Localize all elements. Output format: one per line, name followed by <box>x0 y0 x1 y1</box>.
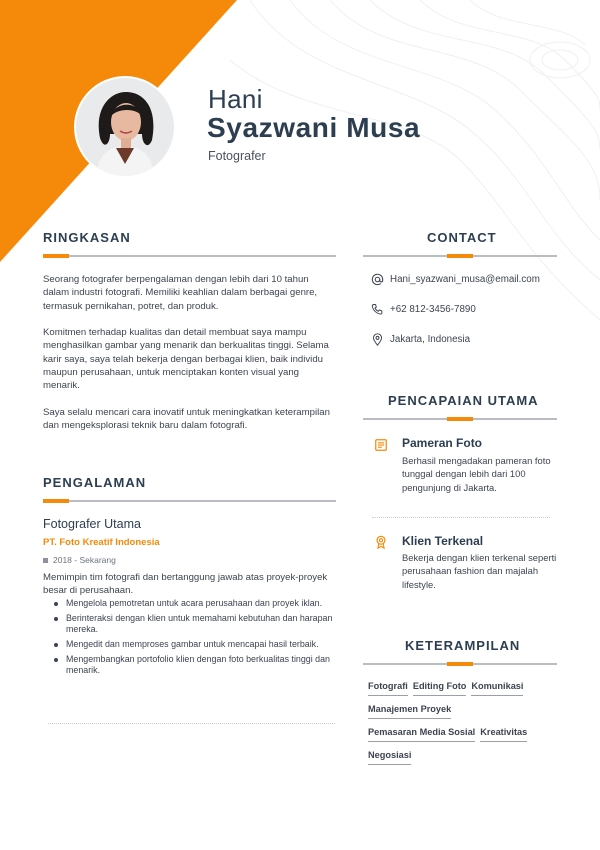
award-icon <box>374 535 388 549</box>
summary-paragraph-3: Saya selalu mencari cara inovatif untuk meningkatkan keterampilan dan mengeksplorasi teknik baru dalam fotografi. <box>43 407 330 432</box>
date-marker-icon <box>43 558 48 563</box>
summary-heading: RINGKASAN <box>43 230 131 245</box>
contact-accent-bar <box>447 254 473 258</box>
experience-bullets <box>53 598 338 680</box>
contact-phone-text: +62 812-3456-7890 <box>390 304 476 315</box>
experience-bullet: Mengembangkan portofolio klien dengan foto berkualitas tinggi dan menarik. <box>53 654 338 677</box>
experience-role: Fotografer Utama <box>43 517 141 531</box>
skill-tag: Kreativitas <box>480 726 527 742</box>
summary-divider <box>43 255 336 257</box>
summary-accent-bar <box>43 254 69 258</box>
contact-location <box>371 333 470 346</box>
avatar <box>76 78 174 176</box>
experience-divider <box>43 500 336 502</box>
experience-bullet: Mengedit dan memproses gambar untuk mencapai hasil terbaik. <box>53 639 338 650</box>
achievements-heading: PENCAPAIAN UTAMA <box>388 393 539 408</box>
at-icon <box>371 273 384 286</box>
experience-heading: PENGALAMAN <box>43 475 147 490</box>
exhibition-icon <box>374 438 388 452</box>
summary-paragraph-2: Komitmen terhadap kualitas dan detail membuat saya mampu menghasilkan gambar yang menarik dan berkualitas tinggi. Selama karir saya, saya telah bekerja dengan berbagai klien, baik individu maupun perusahaan, untuk menciptakan konten visual yang menarik. <box>43 327 329 392</box>
skills-heading: KETERAMPILAN <box>405 638 521 653</box>
contact-email <box>371 273 540 286</box>
experience-company: PT. Foto Kreatif Indonesia <box>43 537 160 548</box>
achievement-title: Pameran Foto <box>402 436 483 450</box>
contact-phone <box>371 303 476 316</box>
skill-tag: Editing Foto <box>413 680 467 696</box>
experience-accent-bar <box>43 499 69 503</box>
achievement-description: Berhasil mengadakan pameran foto tunggal dengan lebih dari 100 pengunjung di Jakarta. <box>402 455 551 493</box>
phone-icon <box>371 303 384 316</box>
first-name: Hani <box>208 84 263 114</box>
skill-tag: Komunikasi <box>471 680 523 696</box>
job-title: Fotografer <box>208 149 266 163</box>
skills-list <box>368 680 558 765</box>
achievements-dotted-divider <box>372 517 550 518</box>
experience-dotted-divider <box>48 723 335 724</box>
achievement-title: Klien Terkenal <box>402 534 484 548</box>
contact-email-text: Hani_syazwani_musa@email.com <box>390 274 540 285</box>
contact-location-text: Jakarta, Indonesia <box>390 334 471 345</box>
skill-tag: Fotografi <box>368 680 408 696</box>
skill-tag: Manajemen Proyek <box>368 703 451 719</box>
skill-tag: Negosiasi <box>368 749 411 765</box>
experience-dates <box>43 555 116 565</box>
experience-description: Memimpin tim fotografi dan bertanggung jawab atas proyek-proyek besar di perusahaan. <box>43 572 328 597</box>
experience-bullet: Berinteraksi dengan klien untuk memahami kebutuhan dan harapan mereka. <box>53 613 338 636</box>
summary-paragraph-1: Seorang fotografer berpengalaman dengan lebih dari 10 tahun dalam industri fotografi. Memiliki keahlian dalam berbagai genre, termasuk pernikahan, potret, dan produk. <box>43 274 318 312</box>
experience-dates-text: 2018 - Sekarang <box>53 555 116 565</box>
contact-heading: CONTACT <box>427 230 497 245</box>
achievement-description: Bekerja dengan klien terkenal seperti perusahaan fashion dan majalah lifestyle. <box>402 552 557 590</box>
last-name: Syazwani Musa <box>207 112 421 143</box>
skills-accent-bar <box>447 662 473 666</box>
experience-bullet: Mengelola pemotretan untuk acara perusahaan dan proyek iklan. <box>53 598 338 609</box>
location-pin-icon <box>371 333 384 346</box>
skill-tag: Pemasaran Media Sosial <box>368 726 475 742</box>
achievements-accent-bar <box>447 417 473 421</box>
